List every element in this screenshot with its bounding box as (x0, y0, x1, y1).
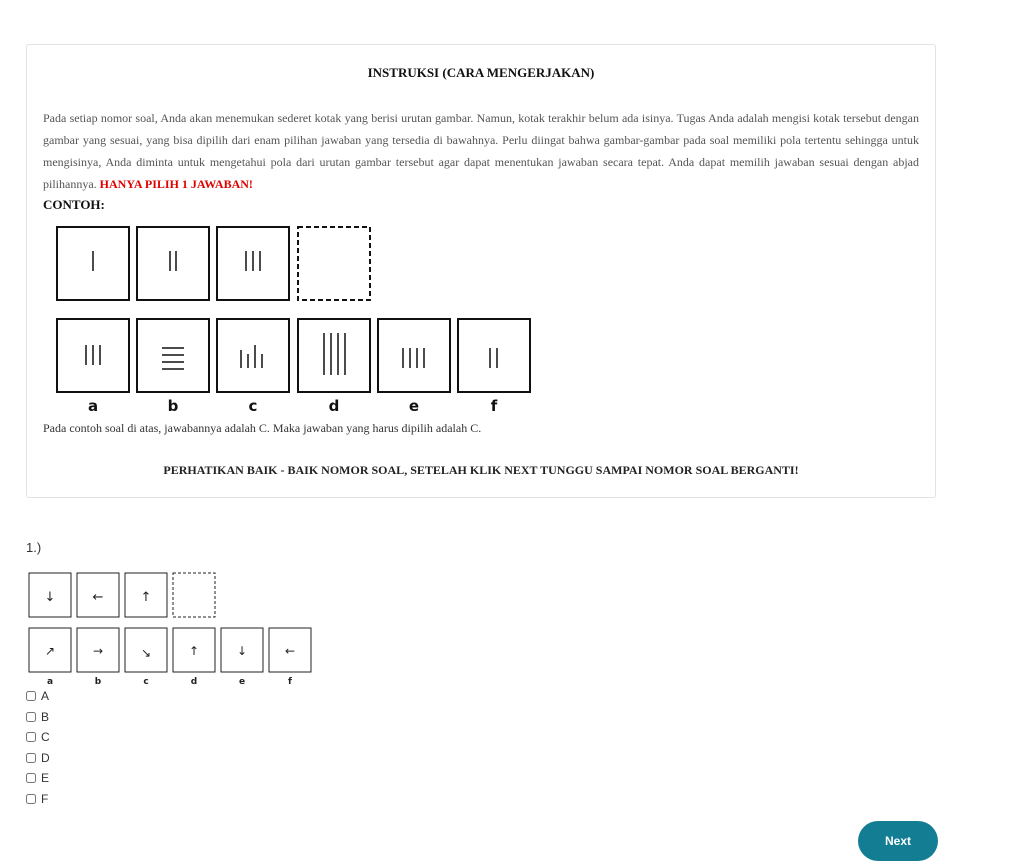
option-e-label: E (41, 771, 50, 786)
option-a[interactable] (26, 686, 50, 707)
answer-options (26, 686, 50, 809)
notice-text: PERHATIKAN BAIK - BAIK NOMOR SOAL, SETELAH KLIK NEXT TUNGGU SAMPAI NOMOR SOAL BERGANTI! (163, 463, 799, 477)
example-letter-e: e (408, 397, 420, 413)
down-right-arrow-icon: ↘ (140, 646, 152, 660)
example-choice-box-c (217, 319, 289, 392)
instructions-paragraph (43, 107, 919, 195)
question-empty-box (173, 573, 215, 617)
left-arrow-icon: ← (284, 644, 296, 658)
example-letter-d: d (328, 397, 340, 413)
option-c-checkbox[interactable] (26, 732, 36, 742)
option-c[interactable] (26, 727, 50, 748)
option-b[interactable] (26, 707, 50, 728)
question-letter-a: a (46, 677, 54, 687)
left-arrow-icon: ← (92, 590, 104, 605)
option-f-label: F (41, 791, 49, 806)
example-empty-box (298, 227, 370, 300)
right-arrow-icon: → (92, 644, 104, 658)
example-heading: CONTOH: (43, 197, 105, 212)
example-choice-box-f (458, 319, 530, 392)
question-figure (26, 570, 316, 688)
instructions-card (26, 44, 936, 498)
question-letter-f: f (288, 677, 292, 687)
option-f[interactable] (26, 789, 50, 810)
option-f-checkbox[interactable] (26, 794, 36, 804)
question-letter-d: d (190, 677, 198, 687)
up-arrow-icon: ↑ (188, 644, 200, 658)
question-letter-e: e (238, 677, 246, 687)
instructions-warning: HANYA PILIH 1 JAWABAN! (99, 177, 253, 191)
example-letter-a: a (87, 397, 99, 413)
next-button[interactable]: Next (858, 821, 938, 861)
example-choice-box-d (298, 319, 370, 392)
option-d-checkbox[interactable] (26, 753, 36, 763)
down-arrow-icon: ↓ (44, 590, 56, 605)
instructions-text: Pada setiap nomor soal, Anda akan menemukan sederet kotak yang berisi urutan gambar. Namun, kotak terakhir belum ada isinya. Tugas Anda adalah mengisi kotak tersebut dengan gambar yang sesuai, yang bisa dipilih dari enam pilihan jawaban yang tersedia di bawahnya. Perlu diingat bahwa gambar-gambar pada soal memiliki pola tertentu sehingga untuk mengisinya, Anda diminta untuk mengetahui pola dari urutan gambar tersebut agar dapat menentukan jawaban secara tepat. Anda dapat memilih jawaban sesuai dengan abjad pilihannya. (43, 111, 919, 191)
option-b-label: B (41, 709, 50, 724)
example-figure (55, 223, 565, 413)
up-right-arrow-icon: ↗ (44, 644, 56, 658)
example-seq-box-2 (137, 227, 209, 300)
option-c-label: C (41, 730, 50, 745)
question-number: 1.) (26, 540, 42, 555)
example-choice-box-e (378, 319, 450, 392)
option-a-label: A (41, 689, 50, 704)
option-e-checkbox[interactable] (26, 773, 36, 783)
option-d-label: D (41, 750, 50, 765)
option-b-checkbox[interactable] (26, 712, 36, 722)
up-arrow-icon: ↑ (140, 590, 152, 605)
option-d[interactable] (26, 748, 50, 769)
example-letter-b: b (167, 397, 179, 413)
example-letter-c: c (248, 397, 258, 413)
example-letter-f: f (490, 397, 498, 413)
option-a-checkbox[interactable] (26, 691, 36, 701)
down-arrow-icon: ↓ (236, 644, 248, 658)
question-letter-b: b (94, 677, 102, 687)
question-letter-c: c (143, 677, 149, 687)
option-e[interactable] (26, 768, 50, 789)
example-answer-text: Pada contoh soal di atas, jawabannya adalah C. Maka jawaban yang harus dipilih adalah C. (43, 421, 482, 435)
instructions-title: INSTRUKSI (CARA MENGERJAKAN) (367, 65, 595, 80)
